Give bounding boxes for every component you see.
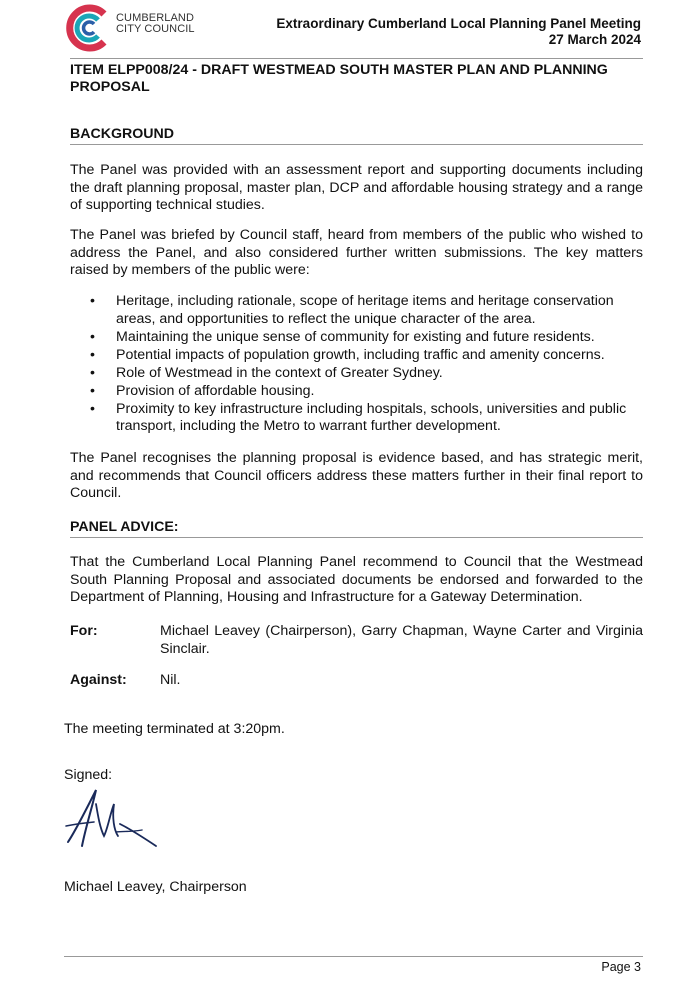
list-item: [70, 401, 643, 436]
list-item: [70, 365, 643, 383]
for-value: Michael Leavey (Chairperson), Garry Chapman, Wayne Carter and Virginia Sinclair.: [160, 623, 643, 657]
signature-image: [62, 784, 162, 858]
bullet-icon: •: [90, 400, 95, 417]
council-name-line1: CUMBERLAND: [116, 12, 195, 24]
background-heading-rule: [70, 144, 643, 145]
meeting-title: Extraordinary Cumberland Local Planning Panel Meeting: [276, 16, 641, 31]
signatory-name: Michael Leavey, Chairperson: [64, 879, 247, 895]
background-heading: BACKGROUND: [70, 126, 175, 142]
list-item-text: Maintaining the unique sense of community for existing and future residents.: [116, 328, 595, 345]
bullet-icon: •: [90, 382, 95, 399]
key-matters-list: [70, 293, 643, 436]
council-name: [116, 13, 195, 35]
list-item: [70, 383, 643, 401]
bullet-icon: •: [90, 346, 95, 363]
list-item-text: Potential impacts of population growth, including traffic and amenity concerns.: [116, 346, 605, 363]
cumberland-logo-icon: [64, 0, 112, 56]
panel-advice-heading-rule: [70, 537, 643, 538]
list-item-text: Proximity to key infrastructure including hospitals, schools, universities and public transport, including the Metro to warrant further development.: [116, 400, 627, 434]
meeting-terminated-text: The meeting terminated at 3:20pm.: [64, 721, 285, 737]
background-paragraph-3: The Panel recognises the planning proposal is evidence based, and has strategic merit, and recommends that Council officers address these matters further in their final report to Council.: [70, 450, 643, 501]
against-value: Nil.: [160, 672, 181, 688]
bullet-icon: •: [90, 328, 95, 345]
list-item-text: Role of Westmead in the context of Greater Sydney.: [116, 364, 443, 381]
meeting-date: 27 March 2024: [548, 32, 641, 47]
council-name-line2: CITY COUNCIL: [116, 23, 195, 35]
list-item: [70, 347, 643, 365]
for-label: For:: [70, 623, 98, 639]
signed-label: Signed:: [64, 767, 113, 783]
bullet-icon: •: [90, 364, 95, 381]
panel-advice-heading: PANEL ADVICE:: [70, 519, 179, 535]
list-item: [70, 293, 643, 328]
background-paragraph-2: The Panel was briefed by Council staff, heard from members of the public who wished to address the Panel, and also considered further written submissions. The key matters raised by members of the public were:: [70, 227, 643, 278]
panel-advice-paragraph: That the Cumberland Local Planning Panel recommend to Council that the Westmead South Planning Proposal and associated documents be endorsed and forwarded to the Department of Planning, Housing and Infrastructure for a Gateway Determination.: [70, 554, 643, 605]
background-paragraph-1: The Panel was provided with an assessment report and supporting documents including the draft planning proposal, master plan, DCP and affordable housing strategy and a range of supporting technical studies.: [70, 162, 643, 213]
list-item-text: Heritage, including rationale, scope of heritage items and heritage conservation areas, and opportunities to reflect the unique character of the area.: [116, 293, 614, 327]
header-divider: [70, 58, 643, 59]
footer-divider: [64, 956, 643, 957]
list-item: [70, 329, 643, 347]
against-label: Against:: [70, 672, 127, 688]
meeting-header: [276, 16, 641, 48]
page-number: Page 3: [601, 960, 641, 974]
item-title: ITEM ELPP008/24 - DRAFT WESTMEAD SOUTH MASTER PLAN AND PLANNING PROPOSAL: [70, 62, 608, 95]
bullet-icon: •: [90, 293, 95, 309]
list-item-text: Provision of affordable housing.: [116, 382, 315, 399]
